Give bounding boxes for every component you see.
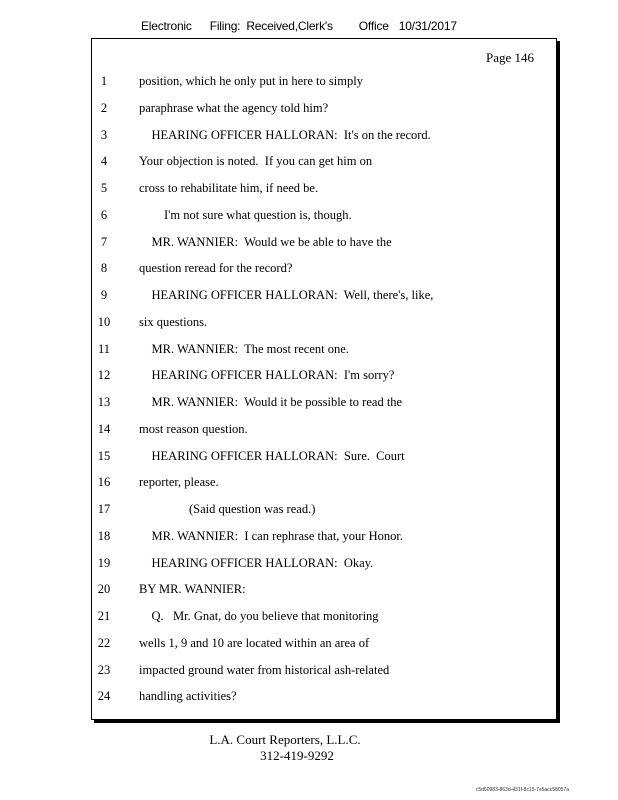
line-text: six questions. <box>139 314 208 329</box>
line-text: impacted ground water from historical ash-related <box>139 662 390 677</box>
line-text: cross to rehabilitate him, if need be. <box>139 181 319 195</box>
filing-header <box>141 19 457 33</box>
line-number: 23 <box>97 662 111 677</box>
line-number: 11 <box>97 341 111 356</box>
line-text: MR. WANNIER: The most recent one. <box>139 341 349 356</box>
line-number: 20 <box>97 582 111 597</box>
footer-phone: 312-419-9292 <box>260 748 334 763</box>
line-number: 17 <box>97 502 111 516</box>
line-number: 4 <box>100 154 108 169</box>
line-text: MR. WANNIER: Would it be possible to read the <box>139 395 403 409</box>
line-number: 6 <box>100 207 108 222</box>
line-text: most reason question. <box>139 421 248 436</box>
line-text: HEARING OFFICER HALLORAN: It's on the record. <box>139 127 431 142</box>
line-text: position, which he only put in here to simply <box>139 74 363 88</box>
page-number: Page 146 <box>485 50 534 65</box>
line-number: 12 <box>97 368 111 383</box>
line-text: HEARING OFFICER HALLORAN: I'm sorry? <box>139 368 395 383</box>
filing-header-word-2: Filing: <box>209 19 241 33</box>
document-hash: c5d60983-863d-431f-8c15-7e5acc58057a <box>475 787 569 793</box>
filing-header-word-3: Received,Clerk's <box>246 19 333 33</box>
footer-company: L.A. Court Reporters, L.L.C. <box>209 732 361 747</box>
line-text: I'm not sure what question is, though. <box>139 207 352 222</box>
line-number: 10 <box>97 314 111 329</box>
footer <box>0 732 618 764</box>
line-text: Q. Mr. Gnat, do you believe that monitoring <box>139 609 379 623</box>
line-number: 22 <box>97 635 111 650</box>
line-number: 1 <box>100 74 108 88</box>
line-text: wells 1, 9 and 10 are located within an area of <box>139 635 370 650</box>
line-text: (Said question was read.) <box>139 502 316 516</box>
line-number: 21 <box>97 609 111 623</box>
line-text: BY MR. WANNIER: <box>139 582 246 597</box>
line-number: 5 <box>100 181 108 195</box>
line-number: 15 <box>97 448 111 463</box>
line-number: 13 <box>97 395 111 409</box>
line-number: 18 <box>97 528 111 543</box>
line-text: HEARING OFFICER HALLORAN: Sure. Court <box>139 448 405 463</box>
line-text: handling activities? <box>139 689 237 704</box>
line-text: HEARING OFFICER HALLORAN: Okay. <box>139 555 374 570</box>
line-number: 9 <box>100 288 108 302</box>
line-text: MR. WANNIER: Would we be able to have the <box>139 234 392 249</box>
filing-header-date: 10/31/2017 <box>398 19 457 33</box>
filing-header-word-4: Office <box>358 19 389 33</box>
line-number: 16 <box>97 475 111 490</box>
line-number: 19 <box>97 555 111 570</box>
line-number: 24 <box>97 689 111 704</box>
line-text: HEARING OFFICER HALLORAN: Well, there's, like, <box>139 288 434 302</box>
line-number: 7 <box>100 234 108 249</box>
filing-header-word-1: Electronic <box>141 19 192 33</box>
line-text: question reread for the record? <box>139 261 293 276</box>
line-text: reporter, please. <box>139 475 219 490</box>
line-number: 14 <box>97 421 111 436</box>
line-number: 3 <box>100 127 108 142</box>
line-text: paraphrase what the agency told him? <box>139 100 329 115</box>
line-number: 8 <box>100 261 108 276</box>
line-number: 2 <box>100 100 108 115</box>
line-text: MR. WANNIER: I can rephrase that, your Honor. <box>139 528 403 543</box>
line-text: Your objection is noted. If you can get him on <box>139 154 373 169</box>
